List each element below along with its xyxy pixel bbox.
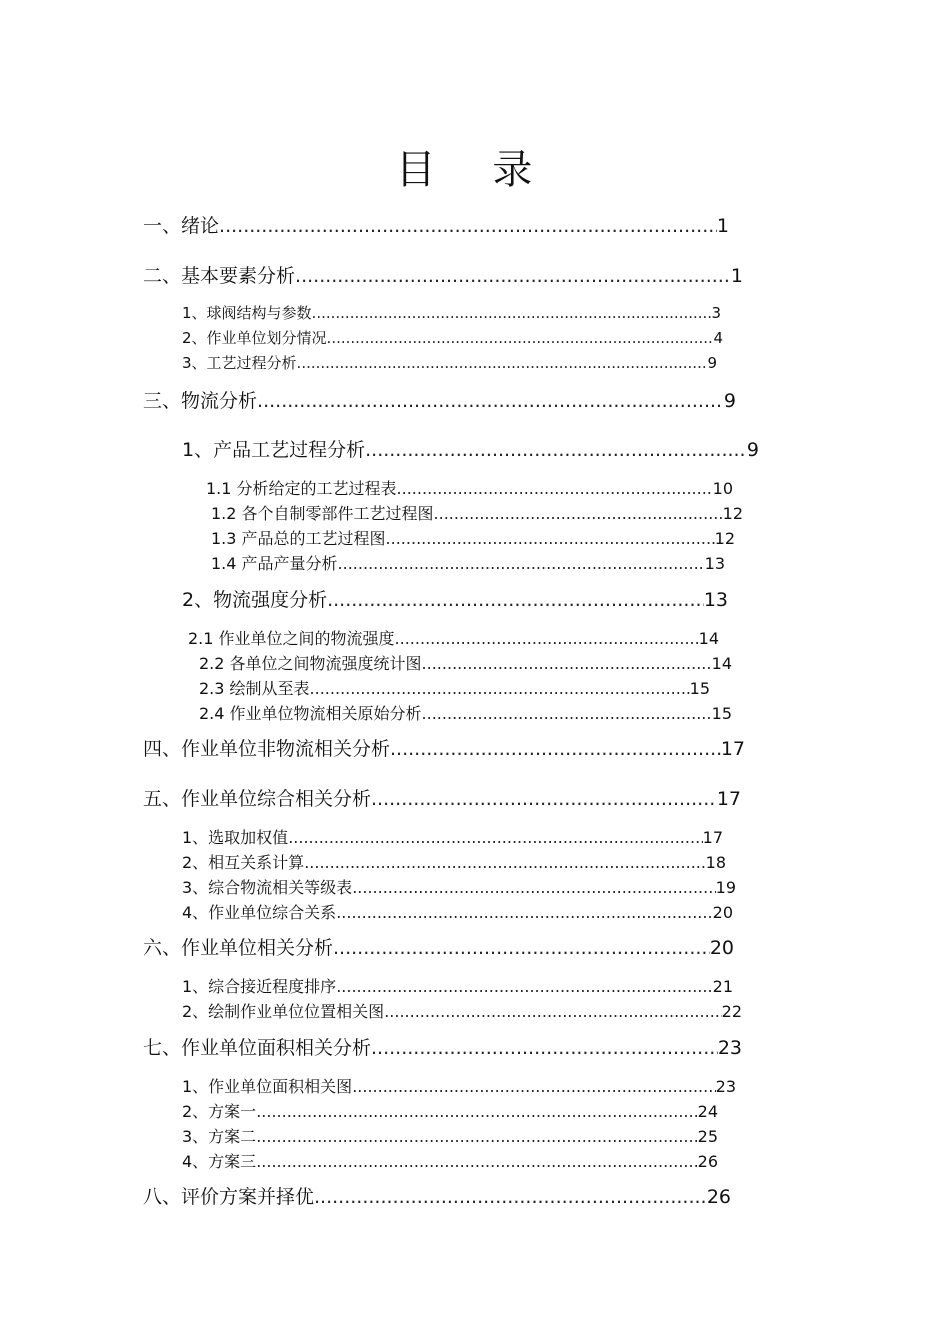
dot-leader [352,1077,715,1096]
dot-leader [384,1002,721,1021]
toc-entry-number: 二、 [143,265,182,287]
toc-entry[interactable] [143,734,745,761]
toc-entry-page: 17 [720,738,745,760]
toc-entry-page: 25 [697,1127,718,1146]
toc-entry-page: 22 [721,1002,742,1021]
toc-entry-label: 2、相互关系计算 [182,853,305,872]
toc-entry-page: 10 [712,479,733,498]
toc-entry-page: 17 [716,788,741,810]
dot-leader [257,390,724,412]
toc-entry-label: 七、作业单位面积相关分析 [143,1037,372,1059]
toc-entry-label: 1.2 各个自制零部件工艺过程图 [211,504,434,523]
dot-leader [390,738,721,760]
toc-entry-label: 1、综合接近程度排序 [182,977,337,996]
toc-entry-page: 14 [711,654,732,673]
toc-entry-page: 20 [712,903,733,922]
dot-leader [338,554,705,573]
toc-entry-number: 三、 [143,390,182,412]
toc-entry[interactable] [182,327,723,348]
toc-entry[interactable] [182,900,733,923]
toc-entry[interactable] [182,875,736,898]
toc-entry-page: 19 [715,878,736,897]
toc-entry-label: 六、作业单位相关分析 [143,937,334,959]
toc-entry[interactable] [211,526,735,549]
toc-entry[interactable] [182,585,728,612]
toc-entry[interactable] [143,386,736,413]
toc-entry-label: 四、作业单位非物流相关分析 [143,738,391,760]
toc-entry-page: 26 [697,1152,718,1171]
toc-entry-label: 1、选取加权值 [182,828,289,847]
toc-entry-label: 2.2 各单位之间物流强度统计图 [199,654,422,673]
toc-entry[interactable] [182,1099,718,1122]
toc-entry[interactable] [199,676,710,699]
toc-entry-page: 15 [689,679,710,698]
toc-entry-label: 基本要素分析 [181,265,296,287]
dot-leader [256,1152,697,1171]
dot-leader [256,1127,697,1146]
dot-leader [333,937,710,959]
dot-leader [219,215,717,237]
toc-entry-page: 21 [712,977,733,996]
dot-leader [314,1186,707,1208]
toc-entry[interactable] [182,1074,736,1097]
toc-entry-page: 23 [717,1037,742,1059]
toc-entry[interactable] [143,933,734,960]
dot-leader [422,704,712,723]
toc-entry-label: 2、物流强度分析 [182,589,328,611]
toc-entry-page: 12 [722,504,743,523]
toc-entry-page: 15 [711,704,732,723]
toc-entry[interactable] [143,1033,742,1060]
toc-entry-page: 3 [711,304,721,322]
toc-entry-page: 12 [714,529,735,548]
toc-entry-label: 2.4 作业单位物流相关原始分析 [199,704,422,723]
dot-leader [312,304,712,322]
toc-entry-label: 1、球阀结构与参数 [182,304,312,322]
toc-entry[interactable] [182,850,726,873]
toc-entry-label: 2、方案一 [182,1102,257,1121]
toc-entry-label: 物流分析 [181,390,258,412]
dot-leader [295,265,731,287]
toc-entry-label: 1、作业单位面积相关图 [182,1077,353,1096]
toc-entry-label: 3、工艺过程分析 [182,354,297,372]
toc-entry-label: 五、作业单位综合相关分析 [143,788,372,810]
toc-entry[interactable] [206,476,733,499]
dot-leader [288,828,702,847]
toc-entry-page: 13 [703,589,728,611]
dot-leader [297,354,708,372]
toc-entry[interactable] [182,974,733,997]
toc-entry[interactable] [182,1124,718,1147]
dot-leader [310,679,690,698]
toc-entry[interactable] [199,651,732,674]
toc-entry-page: 14 [698,629,719,648]
toc-entry-page: 13 [704,554,725,573]
dot-leader [336,977,712,996]
toc-entry-page: 18 [705,853,726,872]
dot-leader [256,1102,697,1121]
dot-leader [327,329,714,347]
toc-entry[interactable] [143,261,743,288]
toc-entry-page: 9 [723,390,736,412]
dot-leader [371,788,717,810]
toc-entry[interactable] [211,551,725,574]
toc-entry-page: 4 [713,329,723,347]
toc-entry[interactable] [199,701,732,724]
toc-entry-label: 3、综合物流相关等级表 [182,878,353,897]
toc-entry-page: 26 [706,1186,731,1208]
toc-entry[interactable] [182,302,721,323]
dot-leader [365,439,747,461]
toc-entry-label: 1.4 产品产量分析 [211,554,338,573]
toc-entry-number: 一、 [143,215,182,237]
toc-entry-page: 24 [697,1102,718,1121]
toc-entry-label: 4、作业单位综合关系 [182,903,337,922]
dot-leader [397,479,713,498]
toc-entry-label: 1.3 产品总的工艺过程图 [211,529,386,548]
dot-leader [371,1037,718,1059]
toc-entry-label: 2、作业单位划分情况 [182,329,327,347]
toc-entry[interactable] [182,352,717,373]
toc-entry[interactable] [182,435,759,462]
toc-entry-page: 1 [716,215,729,237]
toc-entry[interactable] [182,999,742,1022]
toc-entry[interactable] [143,211,729,238]
dot-leader [352,878,715,897]
dot-leader [395,629,699,648]
toc-entry[interactable] [211,501,743,524]
toc-entry[interactable] [143,1182,731,1209]
toc-entry-page: 23 [715,1077,736,1096]
dot-leader [304,853,705,872]
toc-entry-label: 3、方案二 [182,1127,257,1146]
toc-entry-label: 产品工艺过程分析 [213,439,366,461]
dot-leader [336,903,712,922]
page-title: 目 录 [395,147,555,193]
toc-entry[interactable] [182,1149,718,1172]
dot-leader [422,654,712,673]
dot-leader [434,504,723,523]
toc-entry-label: 绪论 [181,215,220,237]
toc-entry-label: 4、方案三 [182,1152,257,1171]
toc-entry-page: 1 [730,265,743,287]
toc-entry-page: 17 [702,828,723,847]
dot-leader [327,589,704,611]
dot-leader [386,529,715,548]
toc-entry[interactable] [182,825,723,848]
toc-entry-label: 2.3 绘制从至表 [199,679,310,698]
toc-entry-label: 2、绘制作业单位位置相关图 [182,1002,385,1021]
toc-entry-label: 2.1 作业单位之间的物流强度 [188,629,395,648]
toc-entry-page: 9 [707,354,717,372]
toc-entry[interactable] [143,784,741,811]
toc-entry-number: 1、 [182,439,214,461]
toc-entry-label: 1.1 分析给定的工艺过程表 [206,479,397,498]
toc-entry-page: 9 [746,439,759,461]
toc-entry-label: 八、评价方案并择优 [143,1186,315,1208]
toc-entry[interactable] [188,626,719,649]
toc-entry-page: 20 [709,937,734,959]
